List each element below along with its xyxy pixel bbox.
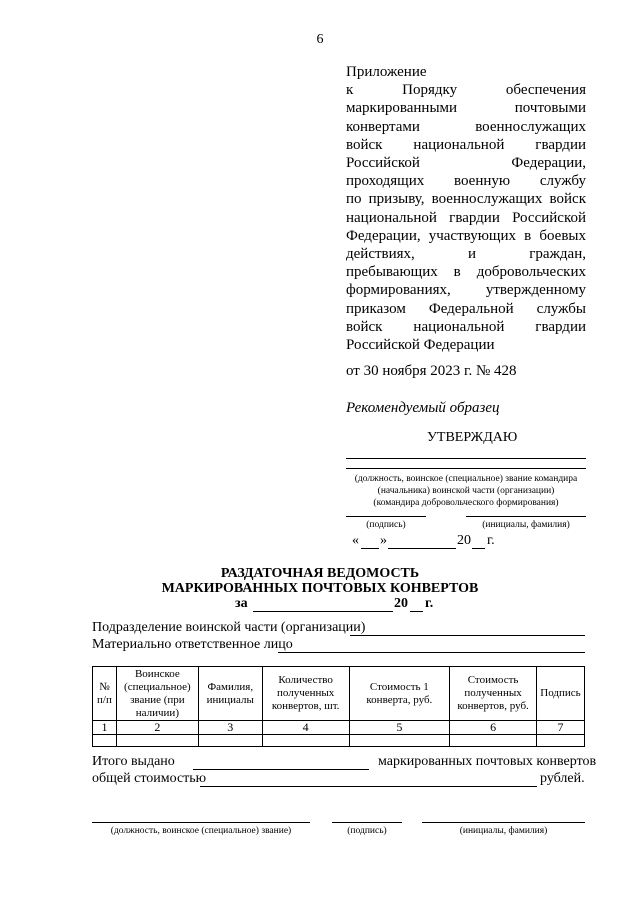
total-cost-line[interactable] <box>200 786 537 787</box>
month-line <box>388 548 456 549</box>
position-line <box>346 458 586 459</box>
appendix-line: Приложение <box>346 64 427 80</box>
appendix-block <box>346 63 586 380</box>
responsible-line[interactable] <box>278 652 585 653</box>
appendix-line: войск национальной гвардии <box>346 318 586 335</box>
table-cell[interactable] <box>450 735 537 747</box>
approve-year-suffix: г. <box>487 533 495 548</box>
approve-date-close: » <box>380 533 387 548</box>
position-caption: (должность, воинское (специальное) звание) <box>110 826 292 836</box>
page-number: 6 <box>316 32 324 47</box>
appendix-line: формированиях, утвержденному <box>346 282 586 299</box>
document-subtitle: МАРКИРОВАННЫХ ПОЧТОВЫХ КОНВЕРТОВ <box>161 581 479 596</box>
appendix-line: Федерации, участвующих в боевых <box>346 227 586 244</box>
appendix-line: конвертами военнослужащих <box>346 118 586 135</box>
column-number: 3 <box>198 721 262 735</box>
approve-date-open: « <box>352 533 359 548</box>
appendix-line: войск национальной гвардии <box>346 136 586 153</box>
table-cell[interactable] <box>349 735 450 747</box>
total-cost-label: общей стоимостью <box>92 771 207 786</box>
column-number: 6 <box>450 721 537 735</box>
signature-line[interactable] <box>332 822 402 823</box>
appendix-date: от 30 ноября 2023 г. № 428 <box>346 363 517 380</box>
header-name: Фамилия, инициалы <box>198 667 262 721</box>
column-number: 1 <box>93 721 117 735</box>
table-cell[interactable] <box>116 735 198 747</box>
responsible-label: Материально ответственное лицо <box>92 637 293 652</box>
title-year-suffix: г. <box>425 596 434 611</box>
issued-label: Итого выдано <box>92 754 175 769</box>
appendix-line: к Порядку обеспечения <box>346 82 586 99</box>
name-line <box>466 516 586 517</box>
column-number: 2 <box>116 721 198 735</box>
approve-year: 20 <box>457 533 471 548</box>
header-unit-cost: Стоимость 1 конверта, руб. <box>349 667 450 721</box>
position-sign-line[interactable] <box>92 822 310 823</box>
appendix-line: маркированными почтовыми <box>346 100 586 117</box>
header-rank: Воинское (специальное) звание (при наличии) <box>116 667 198 721</box>
header-total-cost: Стоимость полученных конвертов, руб. <box>450 667 537 721</box>
distribution-table <box>92 666 585 747</box>
name-sign-line[interactable] <box>422 822 585 823</box>
appendix-line: по призыву, военнослужащих войск <box>346 191 586 208</box>
position-line <box>346 468 586 469</box>
sign-caption: (подпись) <box>366 520 406 530</box>
table-header-row <box>93 667 585 721</box>
issued-line[interactable] <box>193 769 369 770</box>
appendix-line: пребывающих в добровольческих <box>346 264 586 281</box>
title-year: 20 <box>394 596 408 611</box>
appendix-line: проходящих военную службу <box>346 173 586 190</box>
document-title: РАЗДАТОЧНАЯ ВЕДОМОСТЬ <box>220 566 420 581</box>
sign-line <box>346 516 426 517</box>
header-signature: Подпись <box>536 667 584 721</box>
approve-title: УТВЕРЖДАЮ <box>427 430 518 445</box>
column-number: 5 <box>349 721 450 735</box>
name-caption: (инициалы, фамилия) <box>482 520 570 530</box>
envelopes-label: маркированных почтовых конвертов <box>378 754 597 769</box>
header-quantity: Количество полученных конвертов, шт. <box>262 667 349 721</box>
division-line[interactable] <box>350 635 585 636</box>
table-cell[interactable] <box>198 735 262 747</box>
appendix-line: Российской Федерации <box>346 337 495 354</box>
period-line <box>253 611 393 612</box>
day-line <box>361 548 379 549</box>
table-cell[interactable] <box>536 735 584 747</box>
rubles-label: рублей. <box>540 771 585 786</box>
header-number: № п/п <box>93 667 117 721</box>
appendix-line: Российской Федерации, <box>346 155 586 172</box>
sample-label: Рекомендуемый образец <box>346 400 500 416</box>
column-number: 4 <box>262 721 349 735</box>
table-row <box>93 735 585 747</box>
appendix-line: действиях, и граждан, <box>346 246 586 263</box>
signature-caption: (подпись) <box>347 826 387 836</box>
table-number-row <box>93 721 585 735</box>
title-za: за <box>235 596 248 611</box>
appendix-line: национальной гвардии Российской <box>346 209 586 226</box>
year-line <box>472 548 485 549</box>
approve-caption: (должность, воинское (специальное) звание командира (начальника) воинской части (организации) (командира добровольческого формирования) <box>354 474 578 508</box>
column-number: 7 <box>536 721 584 735</box>
name-caption-bottom: (инициалы, фамилия) <box>459 826 548 836</box>
table-cell[interactable] <box>93 735 117 747</box>
title-year-line <box>410 611 423 612</box>
division-label: Подразделение воинской части (организации) <box>92 620 366 635</box>
appendix-line: приказом Федеральной службы <box>346 300 586 317</box>
table-cell[interactable] <box>262 735 349 747</box>
